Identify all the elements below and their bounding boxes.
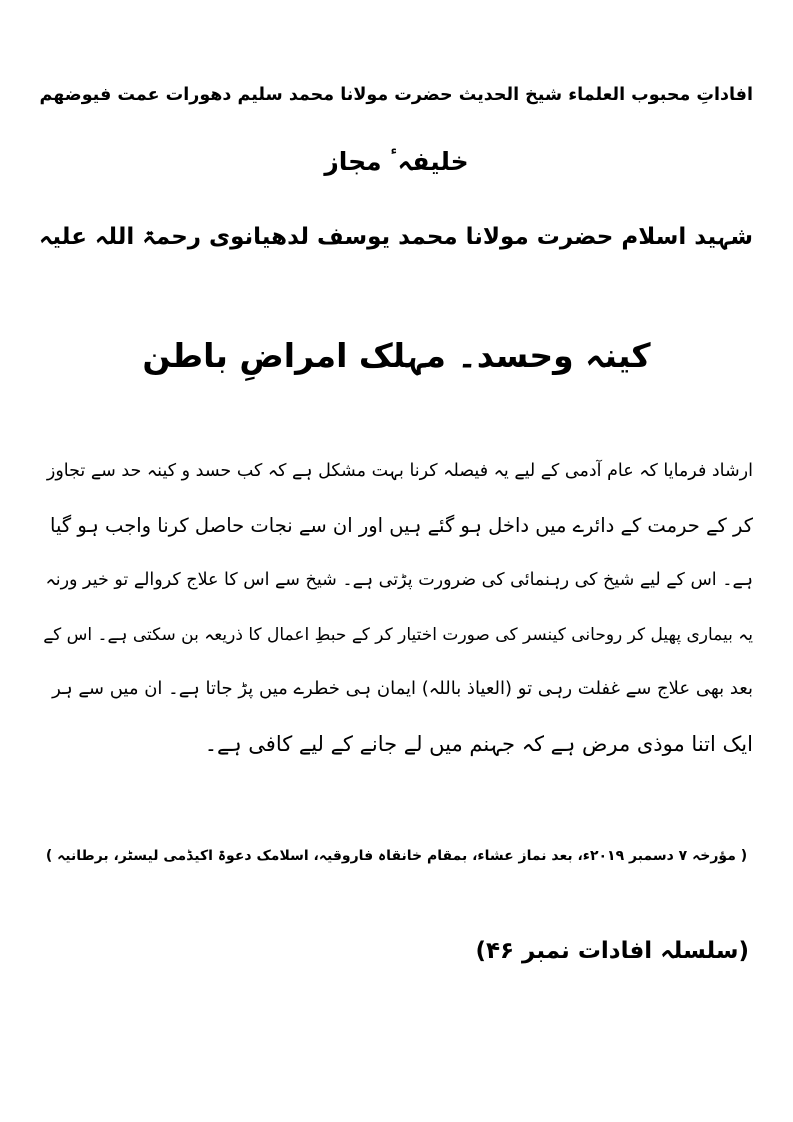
- body-paragraph: [40, 444, 753, 771]
- header-line-3: شہید اسلام حضرت مولانا محمد یوسف لدھیانوی رحمۃ اللہ علیہ: [38, 224, 753, 250]
- page-title: کینہ وحسد۔ مہلک امراضِ باطن: [142, 336, 651, 375]
- header-line-2: خلیفہٴ مجاز: [324, 147, 469, 176]
- body-line: ہے۔ اس کے لیے شیخ کی رہنمائی کی ضرورت پڑتی ہے۔ شیخ سے اس کا علاج کروالے تو خیر ورنہ: [45, 570, 753, 590]
- body-line: یہ بیماری پھیل کر روحانی کینسر کی صورت اختیار کر کے حبطِ اعمال کا ذریعہ بن سکتی ہے۔ اس کے: [43, 624, 753, 645]
- body-line: ارشاد فرمایا کہ عام آدمی کے لیے یہ فیصلہ کرنا بہت مشکل ہے کہ کب حسد و کینہ حد سے تجاوز: [46, 461, 753, 481]
- header-line-1: افاداتِ محبوب العلماء شیخ الحدیث حضرت مولانا محمد سلیم دھورات عمت فیوضھم: [39, 85, 753, 105]
- body-line: کر کے حرمت کے دائرے میں داخل ہو گئے ہیں اور ان سے نجات حاصل کرنا واجب ہو گیا: [50, 513, 753, 537]
- body-line: بعد بھی علاج سے غفلت رہی تو (العیاذ باللہ) ایمان ہی خطرے میں پڑ جاتا ہے۔ ان میں سے ہر: [52, 678, 753, 699]
- date-location-reference: ( مؤرخہ ۷ دسمبر ۲۰۱۹ء، بعد نماز عشاء، بمقام خانقاہ فاروقیہ، اسلامک دعوۃ اکیڈمی لیسٹر، برطانیہ ): [45, 848, 748, 864]
- body-line: ایک اتنا موذی مرض ہے کہ جہنم میں لے جانے کے لیے کافی ہے۔: [204, 731, 753, 756]
- series-number: (سلسلہ افادات نمبر ۴۶): [475, 938, 749, 964]
